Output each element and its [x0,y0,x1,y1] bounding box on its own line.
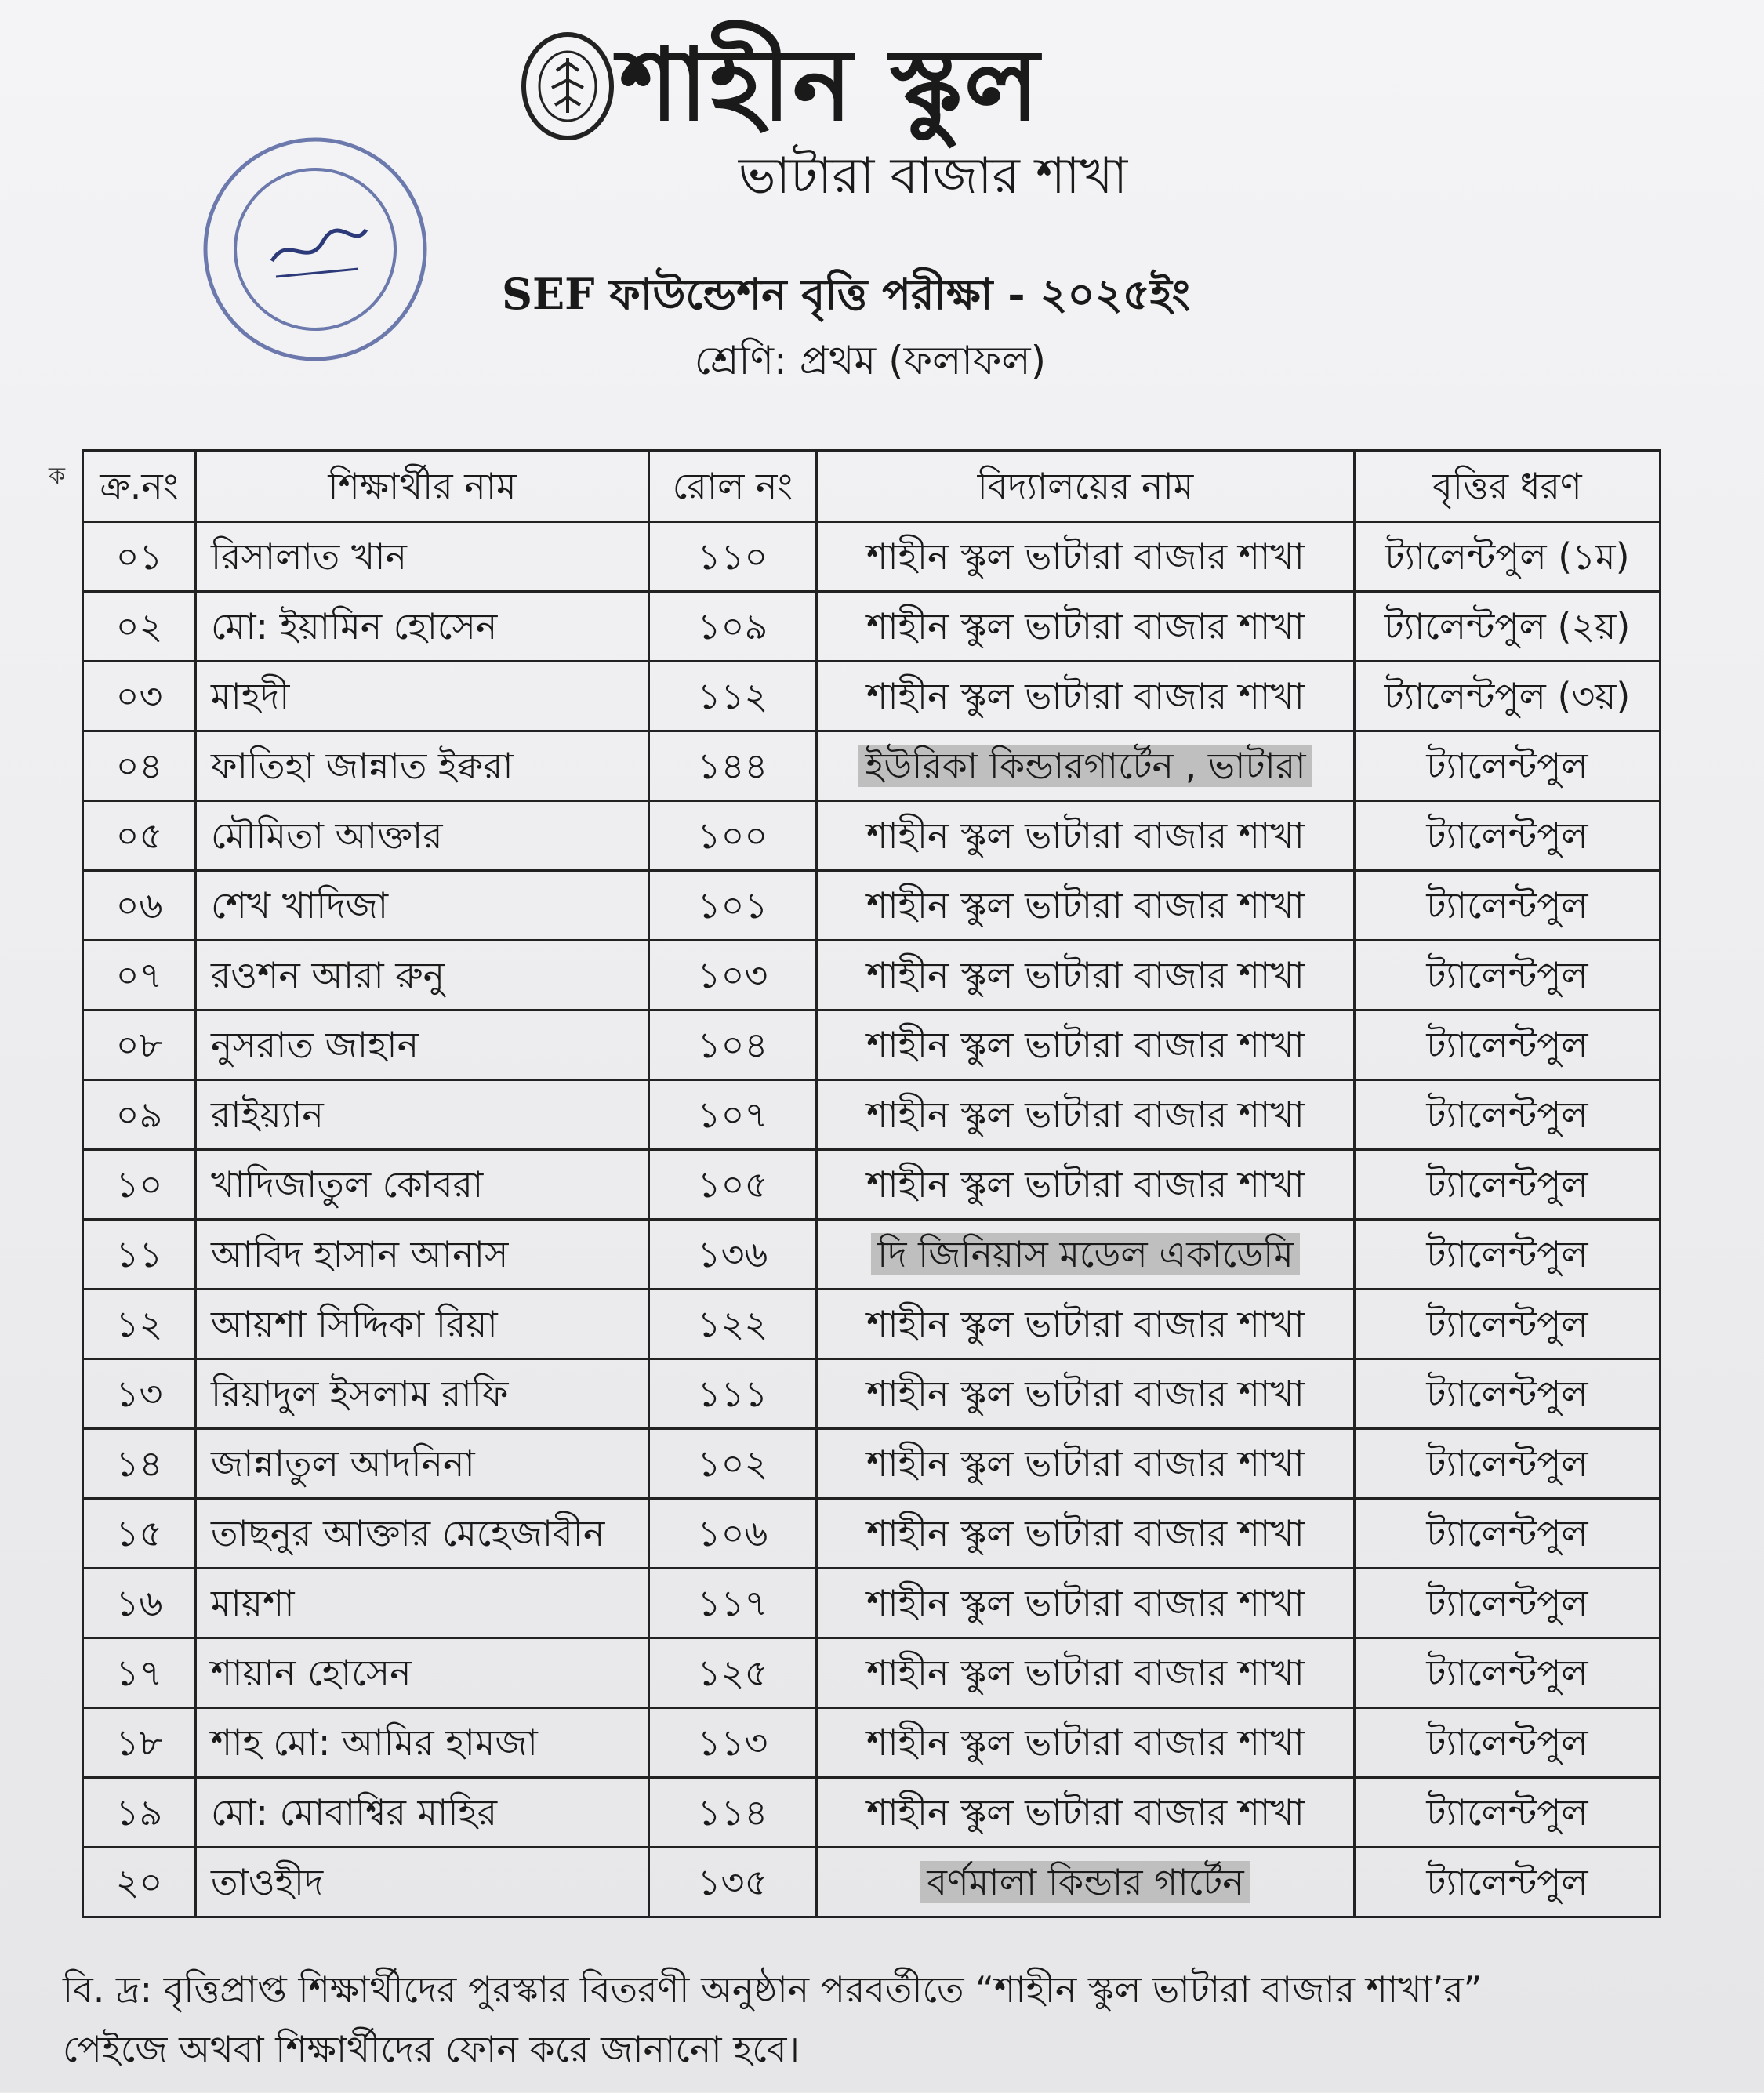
cell-school-name [817,1778,1355,1848]
cell-school-name-text: শাহীন স্কুল ভাটারা বাজার শাখা [866,954,1305,996]
cell-student-name [196,941,649,1010]
cell-roll [649,1708,817,1778]
cell-roll-text: ১৩৫ [697,1861,768,1903]
table-row [83,1359,1661,1429]
school-name: শাহীন স্কুল [619,26,1041,143]
cell-student-name-text: তাছনুর আক্তার মেহেজাবীন [211,1512,605,1554]
cell-scholarship-type [1355,1569,1661,1638]
cell-scholarship-type [1355,941,1661,1010]
cell-serial [83,801,196,871]
table-row [83,1150,1661,1220]
cell-school-name [817,731,1355,801]
cell-scholarship-type-text: ট্যালেন্টপুল [1426,1163,1588,1206]
cell-scholarship-type-text: ট্যালেন্টপুল [1426,814,1588,857]
cell-scholarship-type-text: ট্যালেন্টপুল [1426,1582,1588,1624]
cell-school-name [817,1290,1355,1359]
cell-serial [83,1499,196,1569]
cell-serial-text: ১৮ [115,1721,163,1764]
cell-serial [83,1359,196,1429]
cell-roll-text: ১০৩ [697,954,768,996]
cell-roll-text: ১১১ [697,1373,768,1415]
table-row [83,662,1661,731]
cell-serial [83,1429,196,1499]
table-row [83,522,1661,592]
cell-student-name [196,1499,649,1569]
cell-serial-text: ১৩ [115,1373,163,1415]
cell-scholarship-type [1355,662,1661,731]
cell-roll-text: ১০০ [697,814,768,857]
edge-mark: ক [49,462,65,490]
cell-roll [649,731,817,801]
cell-roll [649,801,817,871]
results-table [82,449,1661,1918]
cell-school-name [817,1638,1355,1708]
cell-roll [649,1848,817,1917]
school-logo-icon [521,31,615,141]
exam-title: SEF ফাউন্ডেশন বৃত্তি পরীক্ষা - ২০২৫ইং [502,269,1191,319]
cell-school-name-text: শাহীন স্কুল ভাটারা বাজার শাখা [866,1303,1305,1345]
header-student-name: শিক্ষার্থীর নাম [196,451,649,522]
cell-serial [83,1848,196,1917]
cell-roll-text: ১০১ [697,884,768,927]
cell-serial-text: ০৪ [115,745,163,787]
cell-school-name-text: শাহীন স্কুল ভাটারা বাজার শাখা [866,1791,1305,1834]
cell-serial-text: ০৮ [115,1024,163,1066]
cell-student-name [196,1778,649,1848]
cell-roll-text: ১২৫ [697,1652,768,1694]
cell-student-name [196,1290,649,1359]
cell-school-name-text: শাহীন স্কুল ভাটারা বাজার শাখা [866,1163,1305,1206]
cell-roll-text: ১০৪ [697,1024,768,1066]
cell-roll [649,941,817,1010]
table-row [83,1569,1661,1638]
cell-scholarship-type [1355,731,1661,801]
footnote-line-2: পেইজে অথবা শিক্ষার্থীদের ফোন করে জানানো হবে। [63,2028,800,2070]
cell-scholarship-type-text: ট্যালেন্টপুল [1426,1233,1588,1275]
cell-serial [83,871,196,941]
cell-scholarship-type [1355,1848,1661,1917]
cell-school-name-text: শাহীন স্কুল ভাটারা বাজার শাখা [866,1373,1305,1415]
cell-scholarship-type [1355,1010,1661,1080]
cell-school-name [817,1220,1355,1290]
cell-roll [649,1010,817,1080]
cell-student-name [196,1359,649,1429]
cell-student-name-text: রিয়াদুল ইসলাম রাফি [211,1373,509,1415]
cell-school-name-text: বর্ণমালা কিন্ডার গার্টেন [920,1861,1250,1903]
header-school-name: বিদ্যালয়ের নাম [817,451,1355,522]
cell-school-name-text: শাহীন স্কুল ভাটারা বাজার শাখা [866,1094,1305,1136]
cell-roll-text: ১০৯ [697,605,768,647]
cell-school-name-text: শাহীন স্কুল ভাটারা বাজার শাখা [866,1442,1305,1485]
cell-scholarship-type [1355,1080,1661,1150]
cell-school-name-text: শাহীন স্কুল ভাটারা বাজার শাখা [866,605,1305,647]
cell-serial-text: ১২ [115,1303,163,1345]
cell-roll-text: ১৩৬ [697,1233,768,1275]
cell-school-name [817,1359,1355,1429]
table-row [83,1290,1661,1359]
cell-school-name [817,1150,1355,1220]
cell-student-name [196,871,649,941]
cell-serial-text: ১১ [115,1233,163,1275]
cell-school-name [817,871,1355,941]
cell-scholarship-type [1355,1290,1661,1359]
cell-school-name [817,1429,1355,1499]
cell-scholarship-type [1355,1638,1661,1708]
cell-student-name-text: মায়শা [211,1582,295,1624]
cell-student-name-text: জান্নাতুল আদনিনা [211,1442,475,1485]
cell-serial [83,1080,196,1150]
cell-student-name-text: আয়শা সিদ্দিকা রিয়া [211,1303,498,1345]
cell-school-name-text: শাহীন স্কুল ভাটারা বাজার শাখা [866,1582,1305,1624]
table-row [83,1638,1661,1708]
cell-school-name [817,801,1355,871]
cell-serial-text: ১৬ [115,1582,163,1624]
cell-scholarship-type-text: ট্যালেন্টপুল (২য়) [1384,605,1631,647]
cell-student-name [196,1429,649,1499]
cell-scholarship-type [1355,1708,1661,1778]
cell-school-name [817,941,1355,1010]
cell-serial-text: ১০ [115,1163,163,1206]
cell-serial [83,1569,196,1638]
cell-student-name [196,1010,649,1080]
cell-scholarship-type [1355,522,1661,592]
cell-roll [649,1429,817,1499]
cell-student-name [196,1708,649,1778]
cell-school-name [817,592,1355,662]
cell-student-name-text: শায়ান হোসেন [211,1652,412,1694]
branch-name: ভাটারা বাজার শাখা [738,147,1128,205]
cell-scholarship-type-text: ট্যালেন্টপুল [1426,1094,1588,1136]
cell-serial-text: ০৩ [115,675,163,717]
cell-serial [83,592,196,662]
cell-school-name-text: শাহীন স্কুল ভাটারা বাজার শাখা [866,1512,1305,1554]
cell-roll-text: ১০৫ [697,1163,768,1206]
cell-serial [83,522,196,592]
table-header-row [83,451,1661,522]
cell-student-name [196,522,649,592]
table-row [83,592,1661,662]
cell-serial-text: ১৭ [115,1652,163,1694]
cell-serial [83,941,196,1010]
cell-serial [83,1708,196,1778]
cell-roll-text: ১১০ [697,535,768,578]
cell-serial [83,1290,196,1359]
cell-scholarship-type [1355,592,1661,662]
cell-roll [649,1290,817,1359]
cell-school-name-text: শাহীন স্কুল ভাটারা বাজার শাখা [866,884,1305,927]
cell-student-name-text: রাইয়্যান [211,1094,324,1136]
cell-scholarship-type-text: ট্যালেন্টপুল [1426,1024,1588,1066]
cell-scholarship-type [1355,1778,1661,1848]
cell-school-name-text: দি জিনিয়াস মডেল একাডেমি [871,1233,1300,1275]
cell-roll [649,1080,817,1150]
table-row [83,1010,1661,1080]
cell-roll [649,1499,817,1569]
cell-student-name [196,1848,649,1917]
table-row [83,941,1661,1010]
cell-student-name [196,592,649,662]
table-row [83,1778,1661,1848]
cell-scholarship-type [1355,1220,1661,1290]
cell-roll-text: ১১৩ [697,1721,768,1764]
cell-roll-text: ১৪৪ [697,745,768,787]
table-row [83,1080,1661,1150]
cell-serial-text: ১৫ [115,1512,163,1554]
cell-school-name [817,1080,1355,1150]
cell-student-name-text: আবিদ হাসান আনাস [211,1233,509,1275]
cell-scholarship-type [1355,1429,1661,1499]
header-serial: ক্র.নং [83,451,196,522]
official-seal-icon [198,132,433,367]
cell-school-name-text: শাহীন স্কুল ভাটারা বাজার শাখা [866,535,1305,578]
cell-student-name [196,1150,649,1220]
cell-scholarship-type-text: ট্যালেন্টপুল [1426,1373,1588,1415]
cell-student-name-text: মো: মোবাশ্বির মাহির [211,1791,498,1834]
cell-serial-text: ০৫ [115,814,163,857]
cell-school-name [817,1569,1355,1638]
cell-roll [649,1359,817,1429]
cell-scholarship-type-text: ট্যালেন্টপুল [1426,1512,1588,1554]
cell-serial-text: ২০ [115,1861,163,1903]
cell-serial [83,662,196,731]
cell-serial [83,1638,196,1708]
cell-roll [649,1638,817,1708]
table-row [83,1708,1661,1778]
cell-school-name [817,1499,1355,1569]
cell-scholarship-type-text: ট্যালেন্টপুল [1426,1652,1588,1694]
cell-scholarship-type [1355,871,1661,941]
cell-roll-text: ১০৭ [697,1094,768,1136]
cell-scholarship-type [1355,1499,1661,1569]
cell-roll [649,662,817,731]
cell-student-name-text: রিসালাত খান [211,535,407,578]
cell-serial [83,731,196,801]
cell-roll [649,1150,817,1220]
cell-scholarship-type [1355,1150,1661,1220]
cell-student-name [196,662,649,731]
cell-scholarship-type-text: ট্যালেন্টপুল (৩য়) [1384,675,1631,717]
cell-school-name [817,1010,1355,1080]
cell-scholarship-type-text: ট্যালেন্টপুল [1426,1721,1588,1764]
cell-serial [83,1220,196,1290]
cell-student-name-text: শাহ মো: আমির হামজা [211,1721,538,1764]
cell-school-name-text: ইউরিকা কিন্ডারগার্টেন , ভাটারা [858,745,1312,787]
cell-scholarship-type [1355,1359,1661,1429]
footnote [63,1960,1709,2093]
cell-school-name-text: শাহীন স্কুল ভাটারা বাজার শাখা [866,1024,1305,1066]
cell-student-name [196,1569,649,1638]
cell-student-name-text: মাহদী [211,675,290,717]
cell-roll-text: ১২২ [697,1303,768,1345]
cell-scholarship-type-text: ট্যালেন্টপুল (১ম) [1385,535,1630,578]
class-line: শ্রেণি: প্রথম (ফলাফল) [694,338,1047,383]
cell-scholarship-type-text: ট্যালেন্টপুল [1426,745,1588,787]
cell-roll-text: ১১৪ [697,1791,768,1834]
cell-school-name-text: শাহীন স্কুল ভাটারা বাজার শাখা [866,814,1305,857]
cell-school-name-text: শাহীন স্কুল ভাটারা বাজার শাখা [866,1721,1305,1764]
cell-serial-text: ১৪ [115,1442,163,1485]
cell-school-name-text: শাহীন স্কুল ভাটারা বাজার শাখা [866,1652,1305,1694]
cell-scholarship-type-text: ট্যালেন্টপুল [1426,1442,1588,1485]
cell-roll [649,871,817,941]
cell-student-name-text: তাওহীদ [211,1861,324,1903]
cell-roll [649,522,817,592]
cell-serial [83,1150,196,1220]
cell-student-name [196,1080,649,1150]
cell-student-name-text: রওশন আরা রুনু [211,954,445,996]
cell-roll-text: ১১৭ [697,1582,768,1624]
cell-serial-text: ০১ [115,535,163,578]
cell-student-name-text: নুসরাত জাহান [211,1024,419,1066]
cell-scholarship-type [1355,801,1661,871]
cell-student-name [196,801,649,871]
header-scholarship-type: বৃত্তির ধরণ [1355,451,1661,522]
cell-serial [83,1778,196,1848]
table-row [83,1499,1661,1569]
cell-roll-text: ১০৬ [697,1512,768,1554]
cell-student-name-text: মো: ইয়ামিন হোসেন [211,605,498,647]
cell-student-name [196,731,649,801]
cell-scholarship-type-text: ট্যালেন্টপুল [1426,954,1588,996]
table-row [83,871,1661,941]
cell-school-name [817,662,1355,731]
footnote-line-1: বি. দ্র: বৃত্তিপ্রাপ্ত শিক্ষার্থীদের পুরস্কার বিতরণী অনুষ্ঠান পরবর্তীতে “শাহীন স্কুল ভাটারা বাজার শাখা’র” [63,1968,1483,2011]
cell-student-name [196,1638,649,1708]
cell-roll [649,1569,817,1638]
cell-serial-text: ১৯ [115,1791,163,1834]
cell-serial [83,1010,196,1080]
cell-serial-text: ০৭ [115,954,163,996]
table-row [83,801,1661,871]
cell-student-name-text: ফাতিহা জান্নাত ইক্বরা [211,745,514,787]
cell-serial-text: ০২ [115,605,163,647]
cell-scholarship-type-text: ট্যালেন্টপুল [1426,1791,1588,1834]
cell-roll-text: ১০২ [697,1442,768,1485]
cell-scholarship-type-text: ট্যালেন্টপুল [1426,1303,1588,1345]
cell-roll [649,1778,817,1848]
table-row [83,1220,1661,1290]
cell-school-name [817,1708,1355,1778]
cell-student-name-text: খাদিজাতুল কোবরা [211,1163,484,1206]
cell-school-name-text: শাহীন স্কুল ভাটারা বাজার শাখা [866,675,1305,717]
cell-roll [649,1220,817,1290]
cell-serial-text: ০৬ [115,884,163,927]
cell-student-name-text: শেখ খাদিজা [211,884,389,927]
cell-student-name-text: মৌমিতা আক্তার [211,814,443,857]
cell-serial-text: ০৯ [115,1094,163,1136]
header-roll: রোল নং [649,451,817,522]
table-row [83,731,1661,801]
table-row [83,1848,1661,1917]
cell-roll [649,592,817,662]
cell-student-name [196,1220,649,1290]
cell-roll-text: ১১২ [697,675,768,717]
cell-school-name [817,522,1355,592]
cell-scholarship-type-text: ট্যালেন্টপুল [1426,884,1588,927]
table-row [83,1429,1661,1499]
cell-school-name [817,1848,1355,1917]
cell-scholarship-type-text: ট্যালেন্টপুল [1426,1861,1588,1903]
